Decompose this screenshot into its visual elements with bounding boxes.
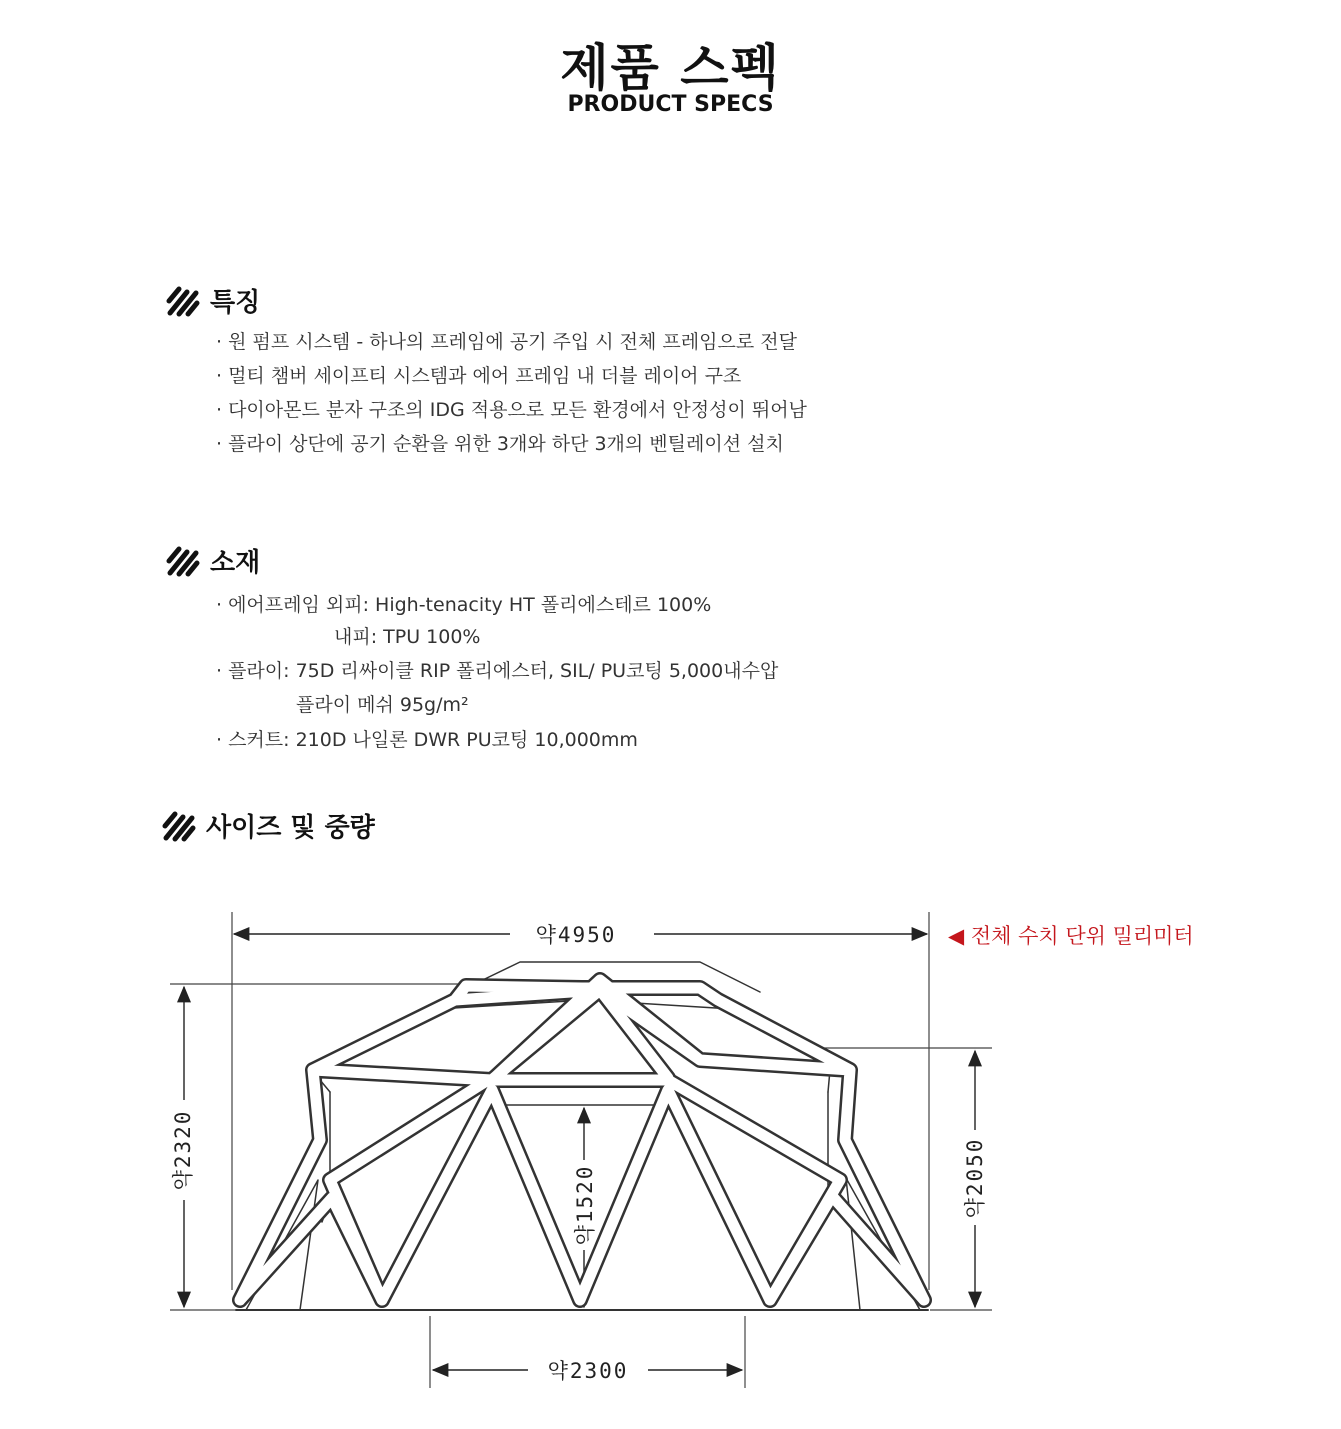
list-item: · 원 펌프 시스템 - 하나의 프레임에 공기 주입 시 전체 프레임으로 전달	[216, 331, 797, 353]
dim-side-height-label: 약2050	[963, 1137, 987, 1219]
unit-note: ◀ 전체 수치 단위 밀리미터	[948, 924, 1194, 948]
material-airframe-inner: 내피: TPU 100%	[334, 626, 481, 648]
dim-width-label: 약4950	[535, 923, 617, 947]
material-skirt: · 스커트: 210D 나일론 DWR PU코팅 10,000mm	[216, 729, 638, 751]
list-item: · 다이아몬드 분자 구조의 IDG 적용으로 모든 환경에서 안정성이 뛰어남	[216, 399, 807, 421]
tent-outline	[236, 962, 928, 1310]
list-item: · 멀티 챔버 세이프티 시스템과 에어 프레임 내 더블 레이어 구조	[216, 365, 742, 387]
dim-inner-height-label: 약1520	[573, 1164, 597, 1246]
material-fly: · 플라이: 75D 리싸이클 RIP 폴리에스터, SIL/ PU코팅 5,000내수압	[216, 660, 779, 682]
page-subtitle: PRODUCT SPECS	[567, 92, 774, 117]
dim-height-label: 약2320	[171, 1109, 195, 1191]
list-item: · 플라이 상단에 공기 순환을 위한 3개와 하단 3개의 벤틸레이션 설치	[216, 433, 784, 455]
material-fly-mesh: 플라이 메쉬 95g/m²	[296, 694, 469, 716]
section-title: 소재	[210, 548, 261, 578]
section-title: 특징	[210, 288, 261, 318]
page-title: 제품 스펙	[560, 39, 781, 97]
material-airframe-outer: · 에어프레임 외피: High-tenacity HT 폴리에스테르 100%	[216, 594, 712, 616]
section-title: 사이즈 및 중량	[206, 813, 375, 843]
dim-floor-label: 약2300	[547, 1359, 629, 1383]
